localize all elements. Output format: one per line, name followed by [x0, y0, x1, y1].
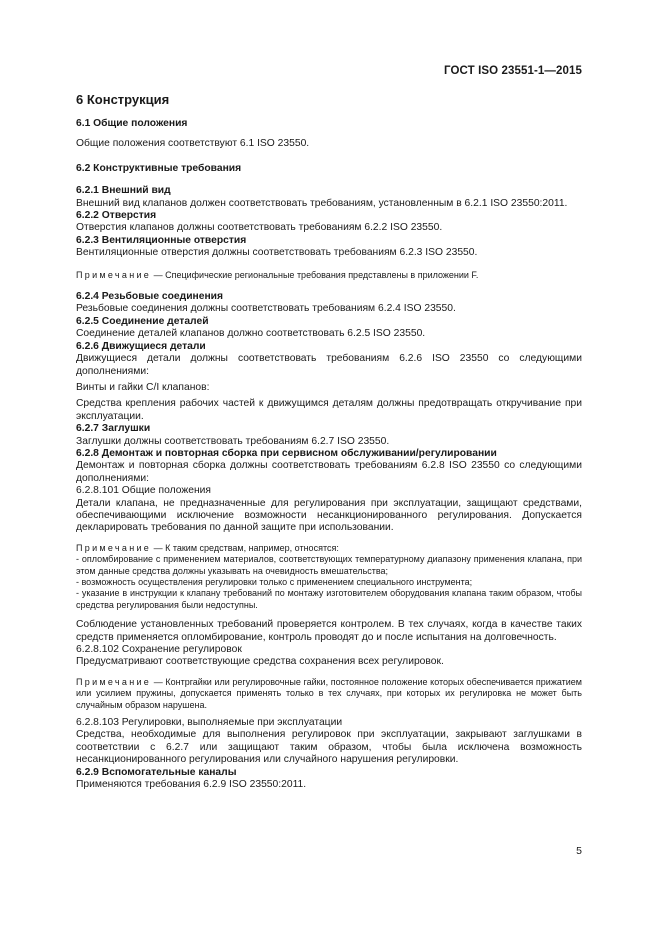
heading-6-2-8: 6.2.8 Демонтаж и повторная сборка при сервисном обслуживании/регулировании	[76, 447, 497, 459]
paragraph-6-2-9: Применяются требования 6.2.9 ISO 23550:2011.	[76, 779, 307, 791]
note-6-2-3	[76, 270, 582, 281]
paragraph-6-2-2: Отверстия клапанов должны соответствовать требованиям 6.2.2 ISO 23550.	[76, 222, 443, 234]
document-body	[76, 92, 582, 792]
heading-6-2-2: 6.2.2 Отверстия	[76, 210, 157, 222]
note-6-2-8-102	[76, 677, 582, 711]
note-dash-item: - возможность осуществления регулировки только с применением специального инструмента;	[76, 577, 473, 587]
heading-6-2-9: 6.2.9 Вспомогательные каналы	[76, 766, 237, 778]
note-dash-item: - опломбирование с применением материалов, соответствующих температурному диапазону применения клапана, при этом данные средства должны указывать на очевидность вмешательства;	[76, 554, 582, 576]
heading-6-2-7: 6.2.7 Заглушки	[76, 423, 151, 435]
note-text: — К таким средствам, например, относятся:	[151, 542, 339, 553]
note-6-2-8-101	[76, 543, 582, 554]
document-header: ГОСТ ISO 23551-1—2015	[444, 65, 582, 77]
heading-6-2-8-103: 6.2.8.103 Регулировки, выполняемые при эксплуатации	[76, 717, 343, 729]
section-title: 6 Конструкция	[76, 92, 170, 107]
paragraph-6-2-8-103: Средства, необходимые для выполнения регулировок при эксплуатации, закрывают заглушками в соответствии с 6.2.7 или защищают таким образом, чтобы была исключена возможность несанкционированного регулирования или случайного нарушения регулировки.	[76, 729, 582, 766]
heading-6-2-1: 6.2.1 Внешний вид	[76, 185, 171, 197]
page-number: 5	[576, 845, 582, 857]
paragraph-6-2-5: Соединение деталей клапанов должно соответствовать 6.2.5 ISO 23550.	[76, 328, 426, 340]
heading-6-2-5: 6.2.5 Соединение деталей	[76, 315, 209, 327]
heading-6-1: 6.1 Общие положения	[76, 118, 188, 129]
paragraph-6-1: Общие положения соответствуют 6.1 ISO 23550.	[76, 138, 310, 150]
paragraph-6-2-6: Движущиеся детали должны соответствовать требованиям 6.2.6 ISO 23550 со следующими дополнениями:	[76, 353, 582, 377]
paragraph-6-2-6-sub2: Средства крепления рабочих частей к движущимся деталям должны предотвращать откручивание при эксплуатации.	[76, 398, 582, 422]
paragraph-6-2-8-101: Детали клапана, не предназначенные для регулирования при эксплуатации, защищают средствами, обеспечивающими исключение возможности несанкционированного регулирования. Допускается декларировать требования по данной защите при использовании.	[76, 497, 582, 534]
note-label: Примечание	[76, 269, 152, 280]
paragraph-6-2-3: Вентиляционные отверстия должны соответствовать требованиям 6.2.3 ISO 23550.	[76, 247, 478, 259]
heading-6-2-6: 6.2.6 Движущиеся детали	[76, 340, 206, 352]
heading-6-2: 6.2 Конструктивные требования	[76, 162, 242, 174]
paragraph-6-2-1: Внешний вид клапанов должен соответствовать требованиям, установленным в 6.2.1 ISO 23550:2011.	[76, 197, 568, 209]
paragraph-6-2-8: Демонтаж и повторная сборка должны соответствовать требованиям 6.2.8 ISO 23550 со следующими дополнениями:	[76, 460, 582, 484]
note-text: — Специфические региональные требования представлены в приложении F.	[151, 269, 479, 280]
paragraph-6-2-7: Заглушки должны соответствовать требованиям 6.2.7 ISO 23550.	[76, 435, 390, 447]
paragraph-6-2-6-sub1: Винты и гайки C/I клапанов:	[76, 381, 210, 393]
heading-6-2-8-101: 6.2.8.101 Общие положения	[76, 485, 211, 497]
note-dash-item: - указание в инструкции к клапану требований по монтажу изготовителем оборудования клапана таким образом, чтобы средства регулирования были недоступны.	[76, 588, 582, 610]
paragraph-6-2-8-102: Предусматривают соответствующие средства сохранения всех регулировок.	[76, 656, 444, 668]
paragraph-6-2-8-101-after: Соблюдение установленных требований проверяется контролем. В тех случаях, когда в качестве таких средств применяется опломбирование, контроль проводят до и после испытания на долговечность.	[76, 619, 582, 643]
note-label: Примечание	[76, 542, 152, 553]
note-label: Примечание	[76, 676, 152, 687]
note-text: — Контргайки или регулировочные гайки, постоянное положение которых обеспечивается прижатием или усилием пружины, допускается применять только в тех случаях, при которых их регулировка не может быть случайным образом нарушена.	[76, 676, 582, 710]
heading-6-2-8-102: 6.2.8.102 Сохранение регулировок	[76, 644, 242, 656]
heading-6-2-3: 6.2.3 Вентиляционные отверстия	[76, 234, 247, 246]
paragraph-6-2-4: Резьбовые соединения должны соответствовать требованиям 6.2.4 ISO 23550.	[76, 303, 456, 315]
heading-6-2-4: 6.2.4 Резьбовые соединения	[76, 291, 224, 303]
